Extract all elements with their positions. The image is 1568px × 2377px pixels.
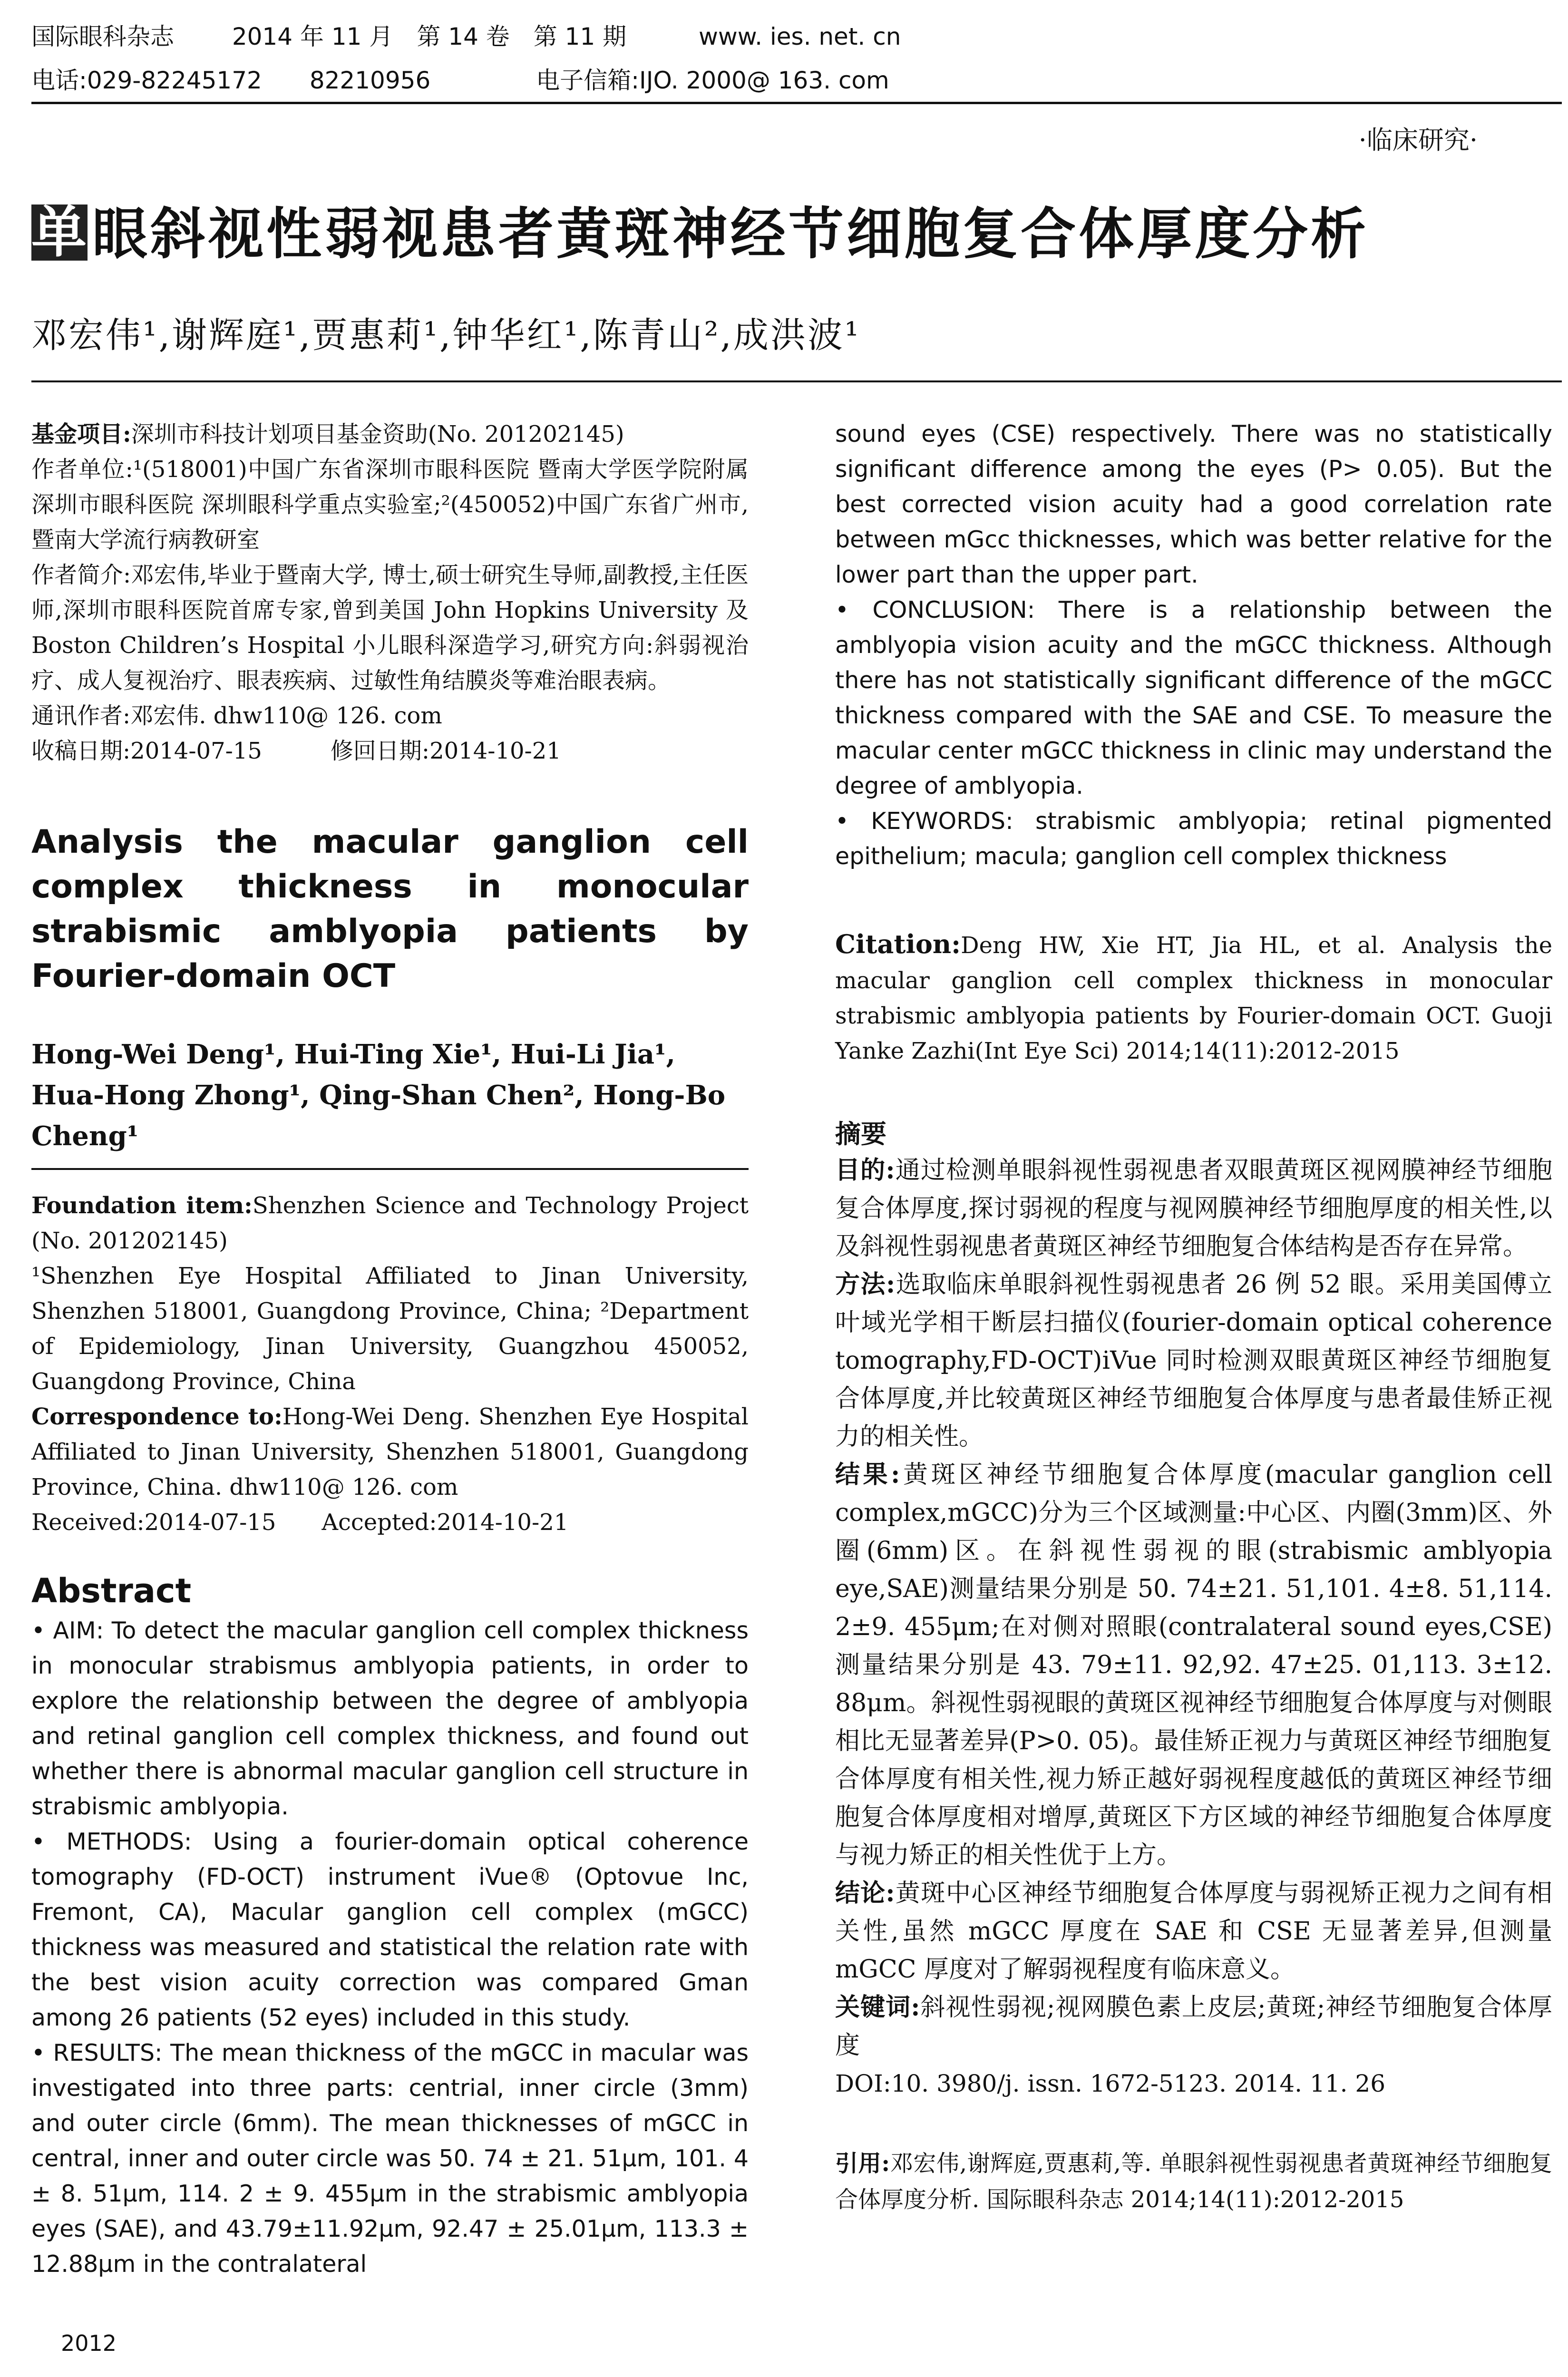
cn-purpose — [835, 1151, 1552, 1266]
journal-email[interactable]: 电子信箱:IJO. 2000@ 163. com — [536, 67, 889, 94]
aim-text: To detect the macular ganglion cell complex thickness in monocular strabismus amblyopia patients, in order to explore the relationship between the degree of amblyopia and retinal ganglion cell complex thickness, and found out whether there is abnormal macular ganglion cell structure in strabismic amblyopia. — [31, 1617, 749, 1820]
cn-abstract-heading: 摘要 — [835, 1119, 886, 1149]
cn-result-text: 黄斑区神经节细胞复合体厚度(macular ganglion cell complex,mGCC)分为三个区域测量:中心区、内圈(3mm)区、外圈(6mm)区。在斜视性弱视的眼(strabismic amblyopia eye,SAE)测量结果分别是 50. 74±21. 51,101. 4±8. 51,114. 2±9. 455μm;在对侧对照眼(contralateral sound eyes,CSE)测量结果分别是 43. 79±11. 92,92. 47±25. 01,113. 3±12. 88μm。斜视性弱视眼的黄斑区视神经节细胞复合体厚度与对侧眼相比无显著差异(P>0. 05)。最佳矫正视力与黄斑区神经节细胞复合体厚度有相关性,视力矫正越好弱视程度越低的黄斑区神经节细胞复合体厚度相对增厚,黄斑区下方区域的神经节细胞复合体厚度与视力矫正的相关性优于上方。 — [835, 1461, 1552, 1870]
aim-label: • AIM: — [31, 1617, 104, 1644]
cn-keywords-text: 斜视性弱视;视网膜色素上皮层;黄斑;神经节细胞复合体厚度 — [835, 1993, 1552, 2060]
affiliation-cn — [31, 452, 749, 557]
cn-citation — [835, 2145, 1552, 2218]
cn-result — [835, 1456, 1552, 1874]
affiliation-cn-label: 作者单位: — [31, 456, 133, 483]
cn-purpose-label: 目的: — [835, 1156, 895, 1185]
citation-en — [835, 926, 1552, 1069]
foundation-cn-text: 深圳市科技计划项目基金资助(No. 201202145) — [131, 421, 624, 448]
bio-cn-label: 作者简介: — [31, 562, 131, 588]
page-number: 2012 — [61, 2330, 117, 2356]
citation-en-text: Deng HW, Xie HT, Jia HL, et al. Analysis the macular ganglion cell complex thickness in monocular strabismic amblyopia patients by Fourier-domain OCT. Guoji Yanke Zazhi(Int Eye Sci) 2014;14(11):2012-2015 — [835, 932, 1552, 1064]
conclusion-label: • CONCLUSION: — [835, 596, 1035, 623]
english-authors: Hong-Wei Deng¹, Hui-Ting Xie¹, Hui-Li Jia¹, Hua-Hong Zhong¹, Qing-Shan Chen², Hong-Bo Cheng¹ — [31, 1039, 726, 1152]
correspondence-cn-text[interactable]: 邓宏伟. dhw110@ 126. com — [130, 702, 442, 729]
foundation-cn-label: 基金项目: — [31, 421, 131, 448]
received-cn: 收稿日期:2014-07-15 修回日期:2014-10-21 — [31, 738, 561, 764]
authors-cn: 邓宏伟¹,谢辉庭¹,贾惠莉¹,钟华红¹,陈青山²,成洪波¹ — [31, 315, 861, 356]
correspondence-en-label: Correspondence to: — [31, 1403, 282, 1430]
journal-header-line-1 — [31, 21, 901, 52]
correspondence-en-text[interactable]: Hong-Wei Deng. Shenzhen Eye Hospital Affiliated to Jinan University, Shenzhen 518001, Guangdong Province, China. dhw110@ 126. com — [31, 1403, 749, 1500]
article-title — [31, 199, 1369, 270]
foundation-en-text: Shenzhen Science and Technology Project (No. 201202145) — [31, 1192, 749, 1254]
correspondence-cn-label: 通讯作者: — [31, 702, 131, 729]
cn-keywords-label: 关键词: — [835, 1993, 920, 2022]
title-rule — [31, 380, 1562, 382]
cn-method — [835, 1266, 1552, 1456]
cn-keywords — [835, 1988, 1552, 2065]
journal-website[interactable]: www. ies. net. cn — [699, 23, 901, 50]
cn-method-label: 方法: — [835, 1270, 896, 1299]
cn-citation-label: 引用: — [835, 2150, 890, 2177]
journal-issue: 2014 年 11 月 第 14 卷 第 11 期 — [232, 23, 627, 50]
correspondence-en — [31, 1399, 749, 1505]
doi[interactable]: DOI:10. 3980/j. issn. 1672-5123. 2014. 11. 26 — [835, 2070, 1386, 2097]
conclusion-text: There is a relationship between the amblyopia vision acuity and the mGCC thickness. Although there has not statistically significant difference of the mGCC thickness compared with the SAE and CSE. To measure the macular center mGCC thickness in clinic may understand the degree of amblyopia. — [835, 596, 1552, 799]
cn-citation-text: 邓宏伟,谢辉庭,贾惠莉,等. 单眼斜视性弱视患者黄斑神经节细胞复合体厚度分析. 国际眼科杂志 2014;14(11):2012-2015 — [835, 2150, 1552, 2213]
methods-text: Using a fourier-domain optical coherence tomography (FD-OCT) instrument iVue® (Optovue Inc, Fremont, CA), Macular ganglion cell complex (mGCC) thickness was measured and statistical the relation rate with the best vision acuity correction was compared Gman among 26 patients (52 eyes) included in this study. — [31, 1828, 749, 2031]
title-text: 眼斜视性弱视患者黄斑神经节细胞复合体厚度分析 — [92, 202, 1369, 266]
keywords-text: strabismic amblyopia; retinal pigmented epithelium; macula; ganglion cell complex thickness — [835, 808, 1552, 870]
keywords-label: • KEYWORDS: — [835, 808, 1013, 835]
left-column — [31, 417, 749, 2282]
abstract-conclusion — [835, 593, 1552, 804]
foundation-en-label: Foundation item: — [31, 1192, 253, 1219]
abstract-heading: Abstract — [31, 1571, 192, 1610]
foundation-cn — [31, 417, 749, 452]
bio-cn-text: 邓宏伟,毕业于暨南大学, 博士,硕士研究生导师,副教授,主任医师,深圳市眼科医院首席专家,曾到美国 John Hopkins University 及 Boston Children’s Hospital 小儿眼科深造学习,研究方向:斜弱视治疗、成人复视治疗、眼表疾病、过敏性角结膜炎等难治眼表病。 — [31, 562, 749, 694]
foundation-en — [31, 1188, 749, 1258]
cn-method-text: 选取临床单眼斜视性弱视患者 26 例 52 眼。采用美国傅立叶域光学相干断层扫描仪(fourier-domain optical coherence tomography,FD-OCT)iVue 同时检测双眼黄斑区神经节细胞复合体厚度,并比较黄斑区神经节细胞复合体厚度与患者最佳矫正视力的相关性。 — [835, 1270, 1552, 1451]
citation-en-label: Citation: — [835, 929, 961, 959]
correspondence-cn — [31, 698, 749, 733]
journal-header-line-2 — [31, 65, 889, 96]
abstract-methods — [31, 1824, 749, 2036]
english-authors-rule — [31, 1157, 749, 1170]
affiliation-en: ¹Shenzhen Eye Hospital Affiliated to Jinan University, Shenzhen 518001, Guangdong Province, China; ²Department of Epidemiology, Jinan University, Guangzhou 450052, Guangdong Province, China — [31, 1263, 749, 1395]
received-en: Received:2014-07-15 Accepted:2014-10-21 — [31, 1509, 569, 1536]
results-label: • RESULTS: — [31, 2039, 163, 2066]
journal-phone: 电话:029-82245172 82210956 — [31, 67, 431, 94]
abstract-aim — [31, 1613, 749, 1824]
cn-conclusion-text: 黄斑中心区神经节细胞复合体厚度与弱视矫正视力之间有相关性,虽然 mGCC 厚度在 SAE 和 CSE 无显著差异,但测量 mGCC 厚度对了解弱视程度有临床意义。 — [835, 1879, 1552, 1984]
cn-purpose-text: 通过检测单眼斜视性弱视患者双眼黄斑区视网膜神经节细胞复合体厚度,探讨弱视的程度与视网膜神经节细胞厚度的相关性,以及斜视性弱视患者黄斑区神经节细胞复合体结构是否存在异常。 — [835, 1156, 1552, 1261]
abstract-results — [31, 2036, 749, 2282]
journal-name: 国际眼科杂志 — [31, 23, 174, 50]
title-first-char: 单 — [31, 200, 89, 264]
right-column — [835, 417, 1552, 2218]
cn-conclusion — [835, 1874, 1552, 1988]
bio-cn — [31, 557, 749, 698]
header-rule — [31, 102, 1562, 104]
results-text: The mean thickness of the mGCC in macular was investigated into three parts: centrial, inner circle (3mm) and outer circle (6mm). The mean thicknesses of mGCC in central, inner and outer circle was 50. 74 ± 21. 51μm, 101. 4 ± 8. 51μm, 114. 2 ± 9. 455μm in the strabismic amblyopia eyes (SAE), and 43.79±11.92μm, 92.47 ± 25.01μm, 113.3 ± 12.88μm in the contralateral — [31, 2039, 749, 2278]
cn-result-label: 结果: — [835, 1460, 900, 1489]
section-tag: ·临床研究· — [1358, 125, 1478, 155]
methods-label: • METHODS: — [31, 1828, 192, 1855]
cn-conclusion-label: 结论: — [835, 1879, 895, 1908]
abstract-keywords — [835, 804, 1552, 874]
abstract-results-continued: sound eyes (CSE) respectively. There was no statistically significant difference among the eyes (P> 0.05). But the best corrected vision acuity had a good correlation rate between mGcc thicknesses, which was better relative for the lower part than the upper part. — [835, 420, 1552, 588]
affiliation-cn-text: ¹(518001)中国广东省深圳市眼科医院 暨南大学医学院附属深圳市眼科医院 深圳眼科学重点实验室;²(450052)中国广东省广州市,暨南大学流行病教研室 — [31, 456, 749, 553]
english-title: Analysis the macular ganglion cell complex thickness in monocular strabismic amblyopia patients by Fourier-domain OCT — [31, 823, 749, 995]
